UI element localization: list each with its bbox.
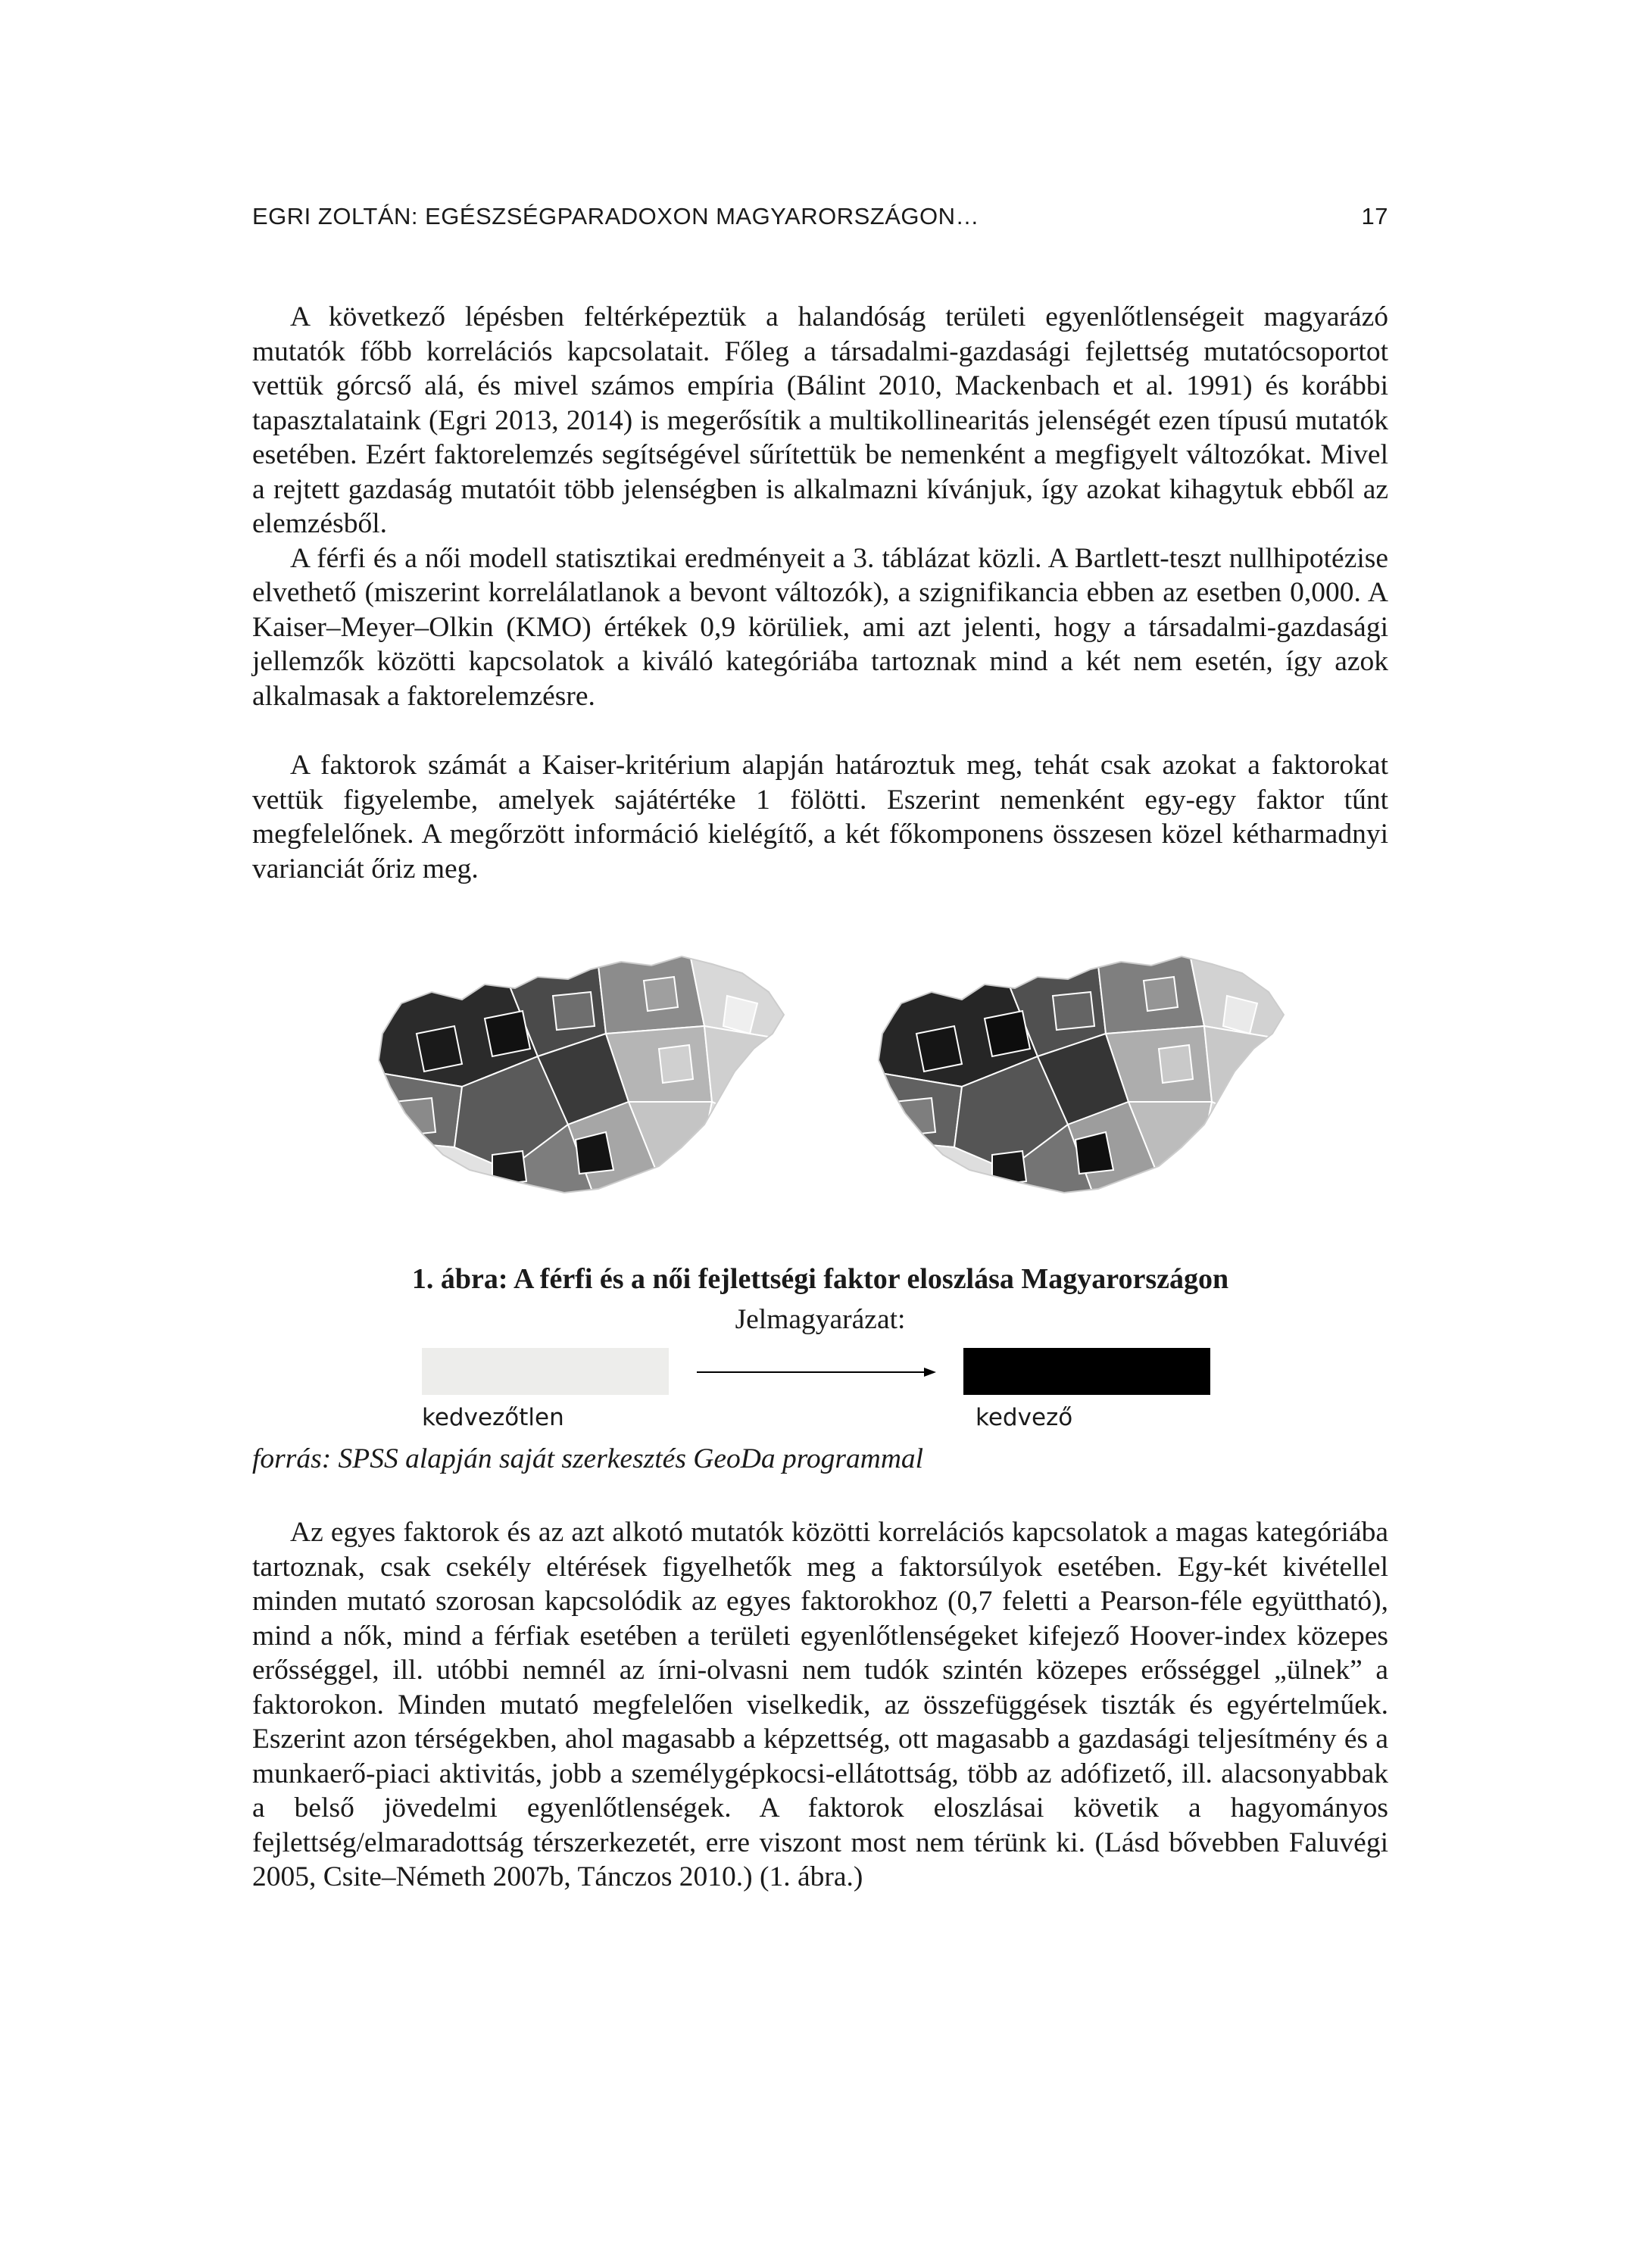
text-block-1 <box>252 300 1388 713</box>
paragraph-4: Az egyes faktorok és az azt alkotó mutatók közötti korrelációs kapcsolatok a magas kategóriába tartoznak, csak csekély eltérések figyelhetők meg a faktorsúlyok esetében. Egy-két kivétellel minden mutató szorosan kapcsolódik az egyes faktorokhoz (0,7 feletti a Pearson-féle együttható), mind a nők, mind a férfiak esetében a területi egyenlőtlenségeket kifejező Hoover-index közepes erősséggel, ill. utóbbi nemnél az írni-olvasni nem tudók szintén közepes erősséggel „ülnek” a faktorokon. Minden mutató megfelelően viselkedik, az összefüggések tiszták és egyértelműek. Eszerint azon térségekben, ahol magasabb a képzettség, ott magasabb a gazdasági teljesítmény és a munkaerő-piaci aktivitás, jobb a személygépkocsi-ellátottság, több az adófizető, ill. alacsonyabbak a belső jövedelmi egyenlőtlenségek. A faktorok eloszlásai követik a hagyományos fejlettség/elmaradottság térszerkezetét, erre viszont most nem térünk ki. (Lásd bővebben Faluvégi 2005, Csite–Németh 2007b, Tánczos 2010.) (1. ábra.) <box>252 1517 1388 1892</box>
text-block-2 <box>252 748 1388 886</box>
female-factor-map <box>863 950 1303 1208</box>
male-factor-map <box>371 950 795 1208</box>
legend-arrow-icon <box>697 1363 936 1381</box>
legend-label-unfavourable: kedvezőtlen <box>422 1404 564 1431</box>
text-block-3 <box>252 1515 1388 1895</box>
paragraph-1: A következő lépésben feltérképeztük a halandóság területi egyenlőtlenségeit magyarázó mutatók főbb korrelációs kapcsolatait. Főleg a társadalmi-gazdasági fejlettség mutatócsoportot vettük górcső alá, és mivel számos empíria (Bálint 2010, Mackenbach et al. 1991) és korábbi tapasztalataink (Egri 2013, 2014) is megerősítik a multikollinearitás jelenségét ezen típusú mutatók esetében. Ezért faktorelemzés segítségével sűrítettük be nemenként a megfigyelt változókat. Mivel a rejtett gazdaság mutatóit több jelenségben is alkalmazni kívánjuk, így azokat kihagytuk ebből az elemzésből. <box>252 301 1388 539</box>
legend-swatch-favourable <box>963 1348 1210 1395</box>
paragraph-3: A faktorok számát a Kaiser-kritérium alapján határoztuk meg, tehát csak azokat a faktorokat vettük figyelembe, amelyek sajátértéke 1 fölötti. Eszerint nemenként egy-egy faktor tűnt megfelelőnek. A megőrzött információ kielégítő, a két főkomponens összesen közel kétharmadnyi varianciát őriz meg. <box>252 750 1388 884</box>
figure-source: forrás: SPSS alapján saját szerkesztés GeoDa programmal <box>252 1443 924 1474</box>
legend-label-favourable: kedvező <box>976 1404 1073 1431</box>
running-title: EGRI ZOLTÁN: EGÉSZSÉGPARADOXON MAGYARORSZÁGON… <box>252 203 980 229</box>
page-number: 17 <box>1361 203 1388 229</box>
legend-title: Jelmagyarázat: <box>735 1304 906 1335</box>
running-header <box>252 203 1388 241</box>
paragraph-2: A férfi és a női modell statisztikai eredményeit a 3. táblázat közli. A Bartlett-teszt nullhipotézise elvethető (miszerint korrelálatlanok a bevont változók), a szignifikancia ebben az esetben 0,000. A Kaiser–Meyer–Olkin (KMO) értékek 0,9 körüliek, ami azt jelenti, hogy a társadalmi-gazdasági jellemzők közötti kapcsolatok a kiváló kategóriába tartoznak mind a két nem esetén, így azok alkalmasak a faktorelemzésre. <box>252 542 1388 712</box>
legend-swatch-unfavourable <box>422 1348 669 1395</box>
figure-caption: 1. ábra: A férfi és a női fejlettségi faktor eloszlása Magyarországon <box>411 1263 1229 1295</box>
legend <box>422 1348 1225 1431</box>
figure-maps <box>371 950 1303 1208</box>
